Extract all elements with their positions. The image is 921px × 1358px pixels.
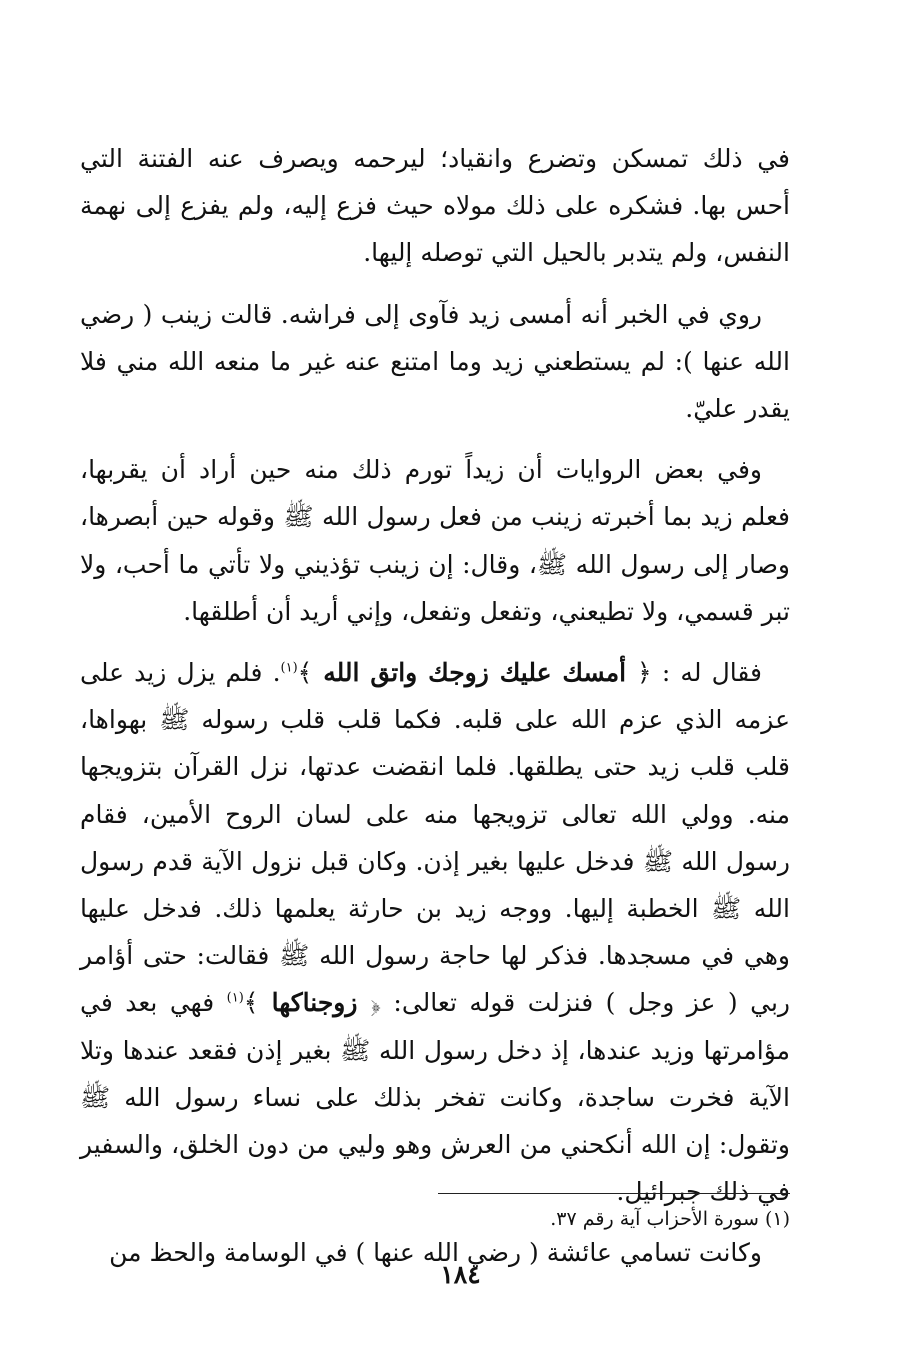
quran-brace-open-2: ﴿ (370, 988, 381, 1018)
quran-brace-close-2: ﴾ (243, 988, 259, 1018)
footnote-ref-1: (١) (280, 660, 298, 676)
quran-brace-close: ﴾ (297, 658, 313, 688)
paragraph-2: روي في الخبر أنه أمسى زيد فآوى إلى فراشه. قالت زينب ( رضي الله عنها ): لم يستطعني زيد وما امتنع عنه غير ما منعه الله مني فلا يقدر عليّ. (80, 299, 790, 424)
paragraph-3: وفي بعض الروايات أن زيداً تورم ذلك منه حين أراد أن يقربها، فعلم زيد بما أخبرته زينب من فعل رسول الله ﷺ وقوله حين أبصرها، وصار إلى رسول الله ﷺ، وقال: إن زينب تؤذيني ولا تأتي ما أحب، ولا تبر قسمي، ولا تطيعني، وتفعل وتفعل، وإني أريد أن أطلقها. (80, 455, 790, 626)
paragraph-4 (80, 649, 790, 1215)
quran-verse-2: زوجناكها (258, 988, 371, 1018)
paragraph-1: في ذلك تمسكن وتضرع وانقياد؛ ليرحمه ويصرف عنه الفتنة التي أحس بها. فشكره على ذلك مولاه حيث فزع إليه، ولم يفزع إلى نهمة النفس، ولم يتدبر بالحيل التي توصله إليها. (80, 144, 790, 268)
footnote-ref-2: (١) (226, 991, 244, 1007)
page-body (80, 135, 790, 1277)
quran-verse-1: أمسك عليك زوجك واتق الله (312, 658, 638, 688)
paragraph-4-lead: فقال له : (651, 658, 762, 688)
footnote: (١) سورة الأحزاب آية رقم ٣٧. (550, 1208, 790, 1230)
quran-brace-open: ﴿ (637, 658, 652, 688)
paragraph-5: وكانت تسامي عائشة ( رضي الله عنها ) في الوسامة والحظ من (109, 1238, 762, 1268)
footnote-divider (438, 1193, 790, 1194)
paragraph-4-tail: فهي بعد في مؤامرتها وزيد عندها، إذ دخل رسول الله ﷺ بغير إذن فقعد عندها وتلا الآية فخرت ساجدة، وكانت تفخر بذلك على نساء رسول الله ﷺ وتقول: إن الله أنكحني من العرش وهو وليي من دون الخلق، والسفير في ذلك جبرائيل. (80, 988, 790, 1207)
paragraph-4-body: . فلم يزل زيد على عزمه الذي عزم الله على قلبه. فكما قلب قلب رسوله ﷺ بهواها، قلب قلب زيد حتى يطلقها. فلما انقضت عدتها، نزل القرآن بتزويجها منه. وولي الله تعالى تزويجها منه على لسان الروح الأمين، فقام رسول الله ﷺ فدخل عليها بغير إذن. وكان قبل نزول الآية قدم رسول الله ﷺ الخطبة إليها. ووجه زيد بن حارثة يعلمها ذلك. فدخل عليها وهي في مسجدها. فذكر لها حاجة رسول الله ﷺ فقالت: حتى أؤامر ربي ( عز وجل ) فنزلت قوله تعالى: (80, 658, 790, 1018)
page-number: ١٨٤ (440, 1260, 481, 1289)
